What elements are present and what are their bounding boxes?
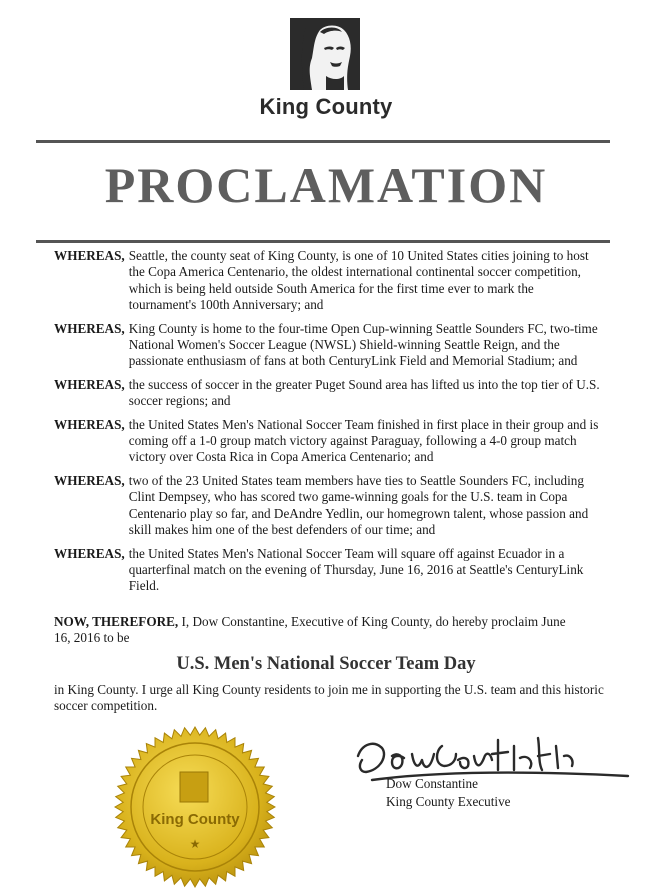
proclamation-text: I, Dow Constantine, Executive of King County, do hereby proclaim June 16, 2016 to be (54, 614, 566, 646)
whereas-clause-2 (54, 321, 604, 370)
whereas-clause-3 (54, 377, 604, 410)
clause-keyword: WHEREAS, (54, 416, 125, 432)
day-name: U.S. Men's National Soccer Team Day (176, 654, 476, 674)
clause-text: the United States Men's National Soccer Team will square off against Ecuador in a quarterfinal match on the evening of Thursday, June 16, 2016 at Seattle's CenturyLink Field. (128, 545, 584, 594)
signatory-name: Dow Constantine (386, 776, 478, 791)
clause-text: the success of soccer in the greater Puget Sound area has lifted us into the top tier of U.S. soccer regions; and (128, 376, 600, 409)
proclamation-keyword: NOW, THEREFORE, (54, 614, 179, 629)
clause-text: King County is home to the four-time Open Cup-winning Seattle Sounders FC, two-time National Women's Soccer League (NWSL) Shield-winning Seattle Reign, and the passionate enthusiasm of fans at both CenturyLink Field and Memorial Stadium; and (128, 320, 598, 369)
whereas-clause-4 (54, 417, 604, 466)
clause-keyword: WHEREAS, (54, 472, 125, 488)
mlk-portrait-icon (290, 18, 360, 90)
seal-serrated-edge (115, 727, 275, 887)
gold-seal (112, 724, 278, 890)
clause-text: the United States Men's National Soccer Team finished in first place in their group and is coming off a 1-0 group match victory against Paraguay, following a 4-0 group match victory over Costa Rica in Copa America Centenario; and (128, 416, 599, 465)
clause-keyword: WHEREAS, (54, 376, 125, 392)
whereas-clause-1 (54, 248, 604, 314)
proclamation-statement (54, 614, 574, 647)
clause-keyword: WHEREAS, (54, 320, 125, 336)
whereas-clause-5 (54, 473, 604, 539)
org-name: King County (259, 94, 393, 119)
seal-text: King County (150, 811, 240, 828)
signatory-title: King County Executive (386, 794, 511, 809)
seal-emblem-icon (180, 772, 208, 802)
clause-text: two of the 23 United States team members have ties to Seattle Sounders FC, including Clint Dempsey, who has scored two game-winning goals for the U.S. team in Copa Centenario play so far, and DeAndre Yedlin, our homegrown talent, whose passion and skill makes him one of the best defenders of our time; and (128, 472, 589, 538)
clause-keyword: WHEREAS, (54, 248, 125, 263)
clause-text: Seattle, the county seat of King County, is one of 10 United States cities joining to host the Copa America Centenario, the oldest international continental soccer competition, which is being held outside South America for the first time ever to mark the tournament's 100th Anniversary; and (128, 248, 589, 313)
seal-star-icon: ★ (189, 837, 201, 851)
whereas-clause-6 (54, 546, 604, 595)
bottom-rule (36, 240, 610, 243)
top-rule (36, 140, 610, 143)
clause-keyword: WHEREAS, (54, 545, 125, 561)
king-county-logo (290, 18, 360, 90)
page-title: PROCLAMATION (104, 157, 548, 213)
closing-text: in King County. I urge all King County residents to join me in supporting the U.S. team and this historic soccer competition. (54, 682, 604, 714)
whereas-clauses (54, 248, 604, 602)
